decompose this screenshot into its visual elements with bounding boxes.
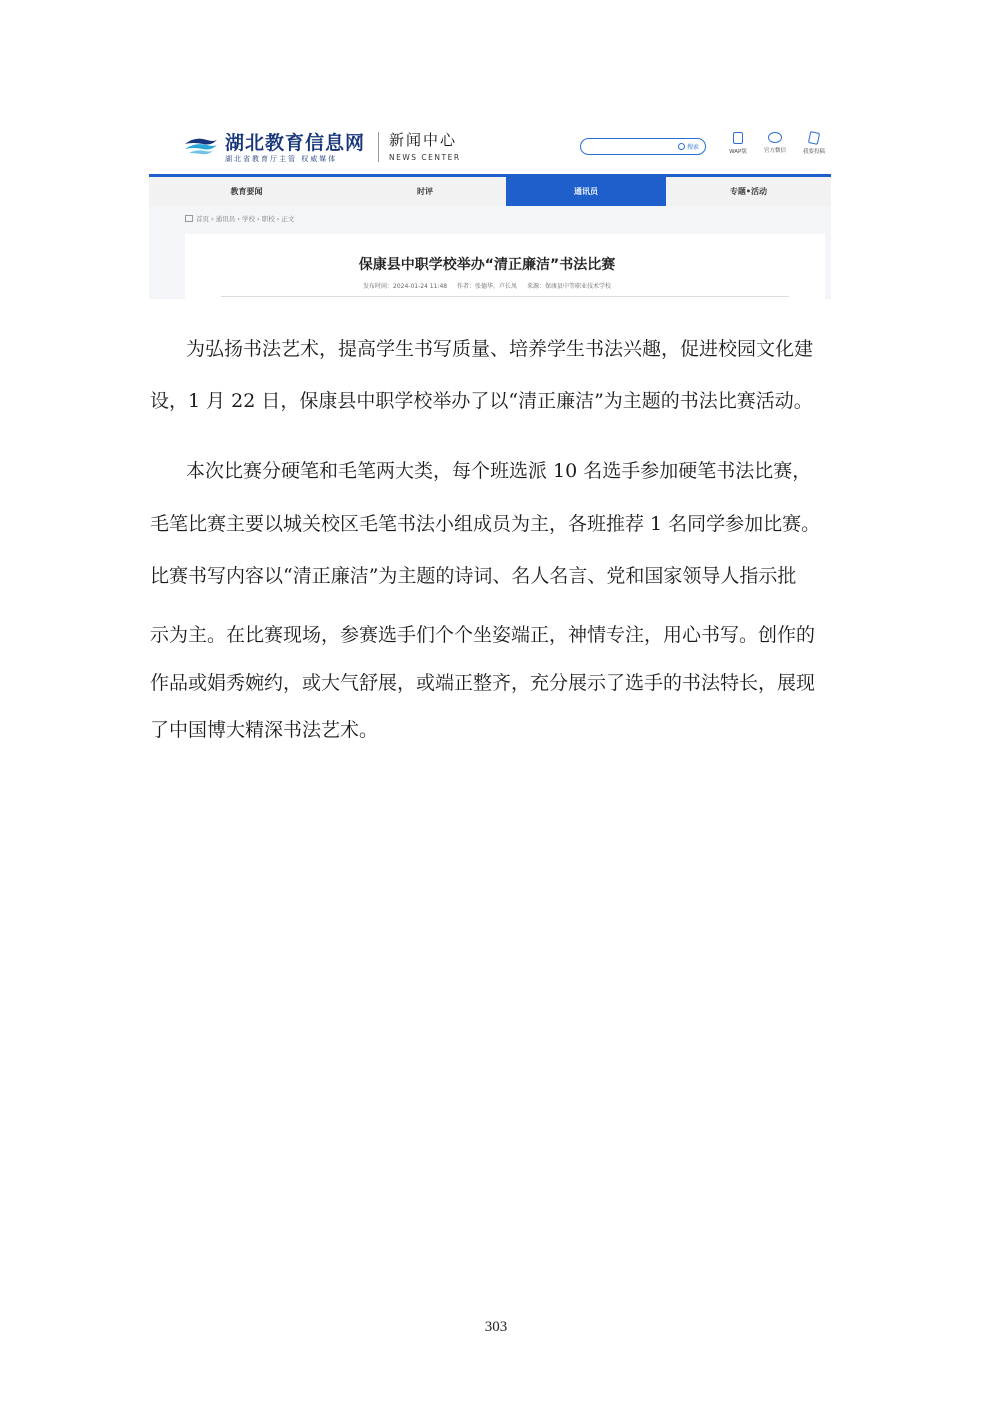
search-input[interactable] xyxy=(587,140,671,153)
search-button-label: 搜索 xyxy=(686,144,699,151)
tab-commentary[interactable]: 时评 xyxy=(417,187,433,196)
tab-education-news[interactable]: 教育要闻 xyxy=(230,187,263,196)
wap-link-label: WAP版 xyxy=(729,149,747,155)
main-nav xyxy=(149,174,831,206)
news-site-screenshot xyxy=(149,118,831,299)
text-line: 本次比赛分硬笔和毛笔两大类，每个班选派 10 名选手参加硬笔书法比赛， xyxy=(186,460,812,482)
news-center-subtitle: NEWS CENTER xyxy=(389,153,461,162)
wechat-link-label: 官方微信 xyxy=(763,148,786,154)
search-box xyxy=(580,138,706,155)
submit-link[interactable] xyxy=(797,132,831,155)
site-header xyxy=(149,118,831,174)
pen-icon xyxy=(808,131,820,145)
search-icon xyxy=(678,143,685,150)
text-line: 作品或娟秀婉约，或大气舒展，或端正整齐，充分展示了选手的书法特长，展现 xyxy=(150,672,816,694)
header-divider xyxy=(378,132,379,162)
text-line: 了中国博大精深书法艺术。 xyxy=(150,719,379,741)
article-meta xyxy=(185,281,789,290)
wechat-icon xyxy=(768,132,782,143)
article-title: 保康县中职学校举办“清正廉洁”书法比赛 xyxy=(358,257,616,273)
article-author: 作者：张德华、卢长凤 xyxy=(457,283,518,290)
publish-time: 发布时间：2024-01-24 11:48 xyxy=(363,283,448,290)
wechat-link[interactable] xyxy=(758,132,792,154)
site-logo-subtitle: 湖北省教育厅主管 权威媒体 xyxy=(225,155,338,163)
news-center-title: 新闻中心 xyxy=(389,131,458,149)
wap-link[interactable] xyxy=(721,132,755,155)
title-divider xyxy=(221,296,789,297)
tab-correspondent[interactable]: 通讯员 xyxy=(506,177,666,206)
site-logo-title[interactable]: 湖北教育信息网 xyxy=(225,132,366,154)
tab-topics-events[interactable]: 专题•活动 xyxy=(729,187,768,196)
article-source: 来源：保康县中等职业技术学校 xyxy=(526,283,611,290)
page-number: 303 xyxy=(484,1319,508,1335)
text-line: 为弘扬书法艺术，提高学生书写质量、培养学生书法兴趣，促进校园文化建 xyxy=(186,338,814,360)
home-icon xyxy=(185,215,193,222)
breadcrumb xyxy=(185,214,294,223)
search-button[interactable] xyxy=(678,142,699,151)
breadcrumb-text[interactable]: 首页 › 通讯员 › 学校 › 职校 › 正文 xyxy=(196,215,295,223)
mobile-icon xyxy=(733,132,743,144)
text-line: 示为主。在比赛现场，参赛选手们个个坐姿端正，神情专注，用心书写。创作的 xyxy=(150,624,816,646)
text-line: 比赛书写内容以“清正廉洁”为主题的诗词、名人名言、党和国家领导人指示批 xyxy=(150,565,797,587)
logo-wave-icon xyxy=(183,134,219,158)
text-line: 毛笔比赛主要以城关校区毛笔书法小组成员为主，各班推荐 1 名同学参加比赛。 xyxy=(150,513,821,535)
text-line: 设，1 月 22 日，保康县中职学校举办了以“清正廉洁”为主题的书法比赛活动。 xyxy=(150,390,813,412)
submit-link-label: 我要投稿 xyxy=(802,149,825,155)
article-card xyxy=(185,234,825,299)
article-area xyxy=(149,206,831,299)
